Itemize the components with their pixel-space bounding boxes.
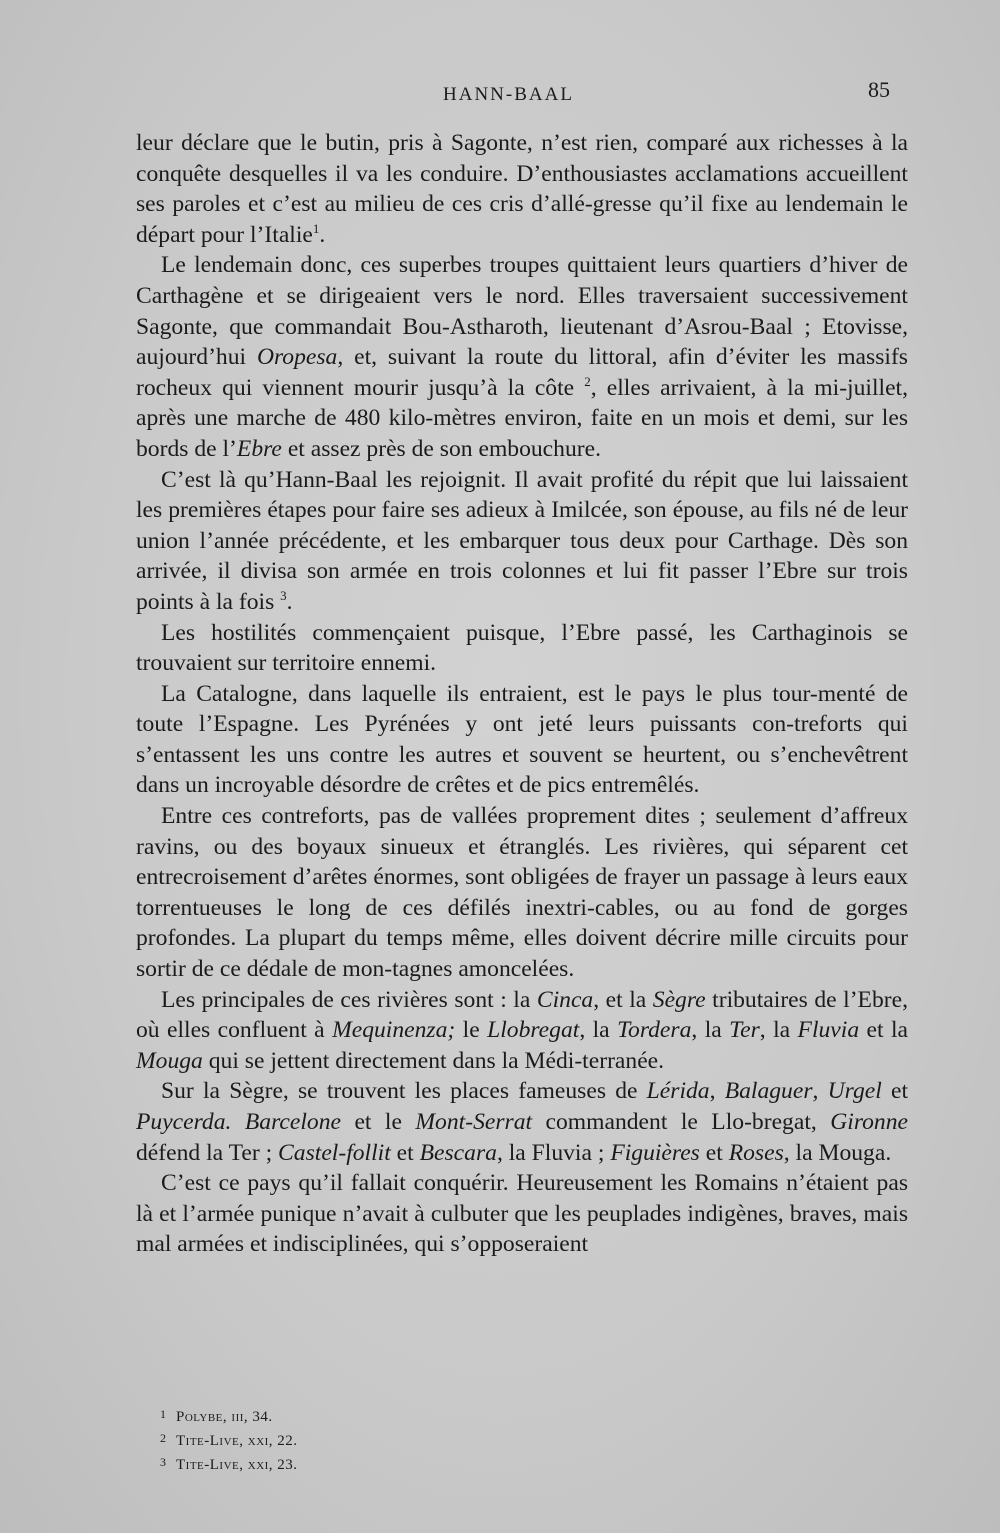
paragraph <box>136 1076 908 1168</box>
paragraph <box>136 985 908 1077</box>
text-run: commandent le Llo-bregat, <box>532 1109 831 1135</box>
text-run: , la <box>579 1017 618 1044</box>
footnote <box>160 1428 560 1452</box>
italic-term: Ebre <box>236 435 282 462</box>
text-run: le <box>455 1017 488 1044</box>
italic-term: Fluvia <box>797 1017 860 1044</box>
italic-term: Llobregat <box>487 1017 580 1044</box>
italic-term: Figuières <box>610 1139 700 1166</box>
footnote-mark: 3 <box>160 1455 166 1469</box>
text-run: et assez près de son embouchure. <box>281 435 601 462</box>
text-run: , la <box>759 1017 798 1044</box>
text-run: C’est ce pays qu’il fallait conquérir. Heureusement les Romains n’étaient pas là et l’armée punique n’avait à culbuter que les peuplades indigènes, braves, mais mal armées et indisciplinées, qui s’opposeraient <box>136 1170 908 1258</box>
text-run: et <box>881 1078 909 1105</box>
italic-term: Puycerda. <box>136 1109 232 1135</box>
text-run: , <box>709 1078 725 1105</box>
footnote <box>160 1452 560 1476</box>
paragraph <box>136 679 908 801</box>
footnote-reference: , xxi, 22. <box>239 1433 298 1449</box>
text-run: , la Mouga. <box>783 1139 892 1166</box>
text-run: Entre ces contreforts, pas de vallées proprement dites ; seulement d’affreux ravins, ou des boyaux sinueux et étranglés. Les rivières, qui séparent cet entrecroisement d’arêtes énormes, sont obligées de frayer un passage à leurs eaux torrentueuses le long de ces défilés inextri-cables, ou au fond de gorges profondes. La plupart du temps même, elles doivent décrire mille circuits pour sortir de ce dédale de mon-tagnes amoncelées. <box>136 803 908 983</box>
italic-term: Balaguer <box>724 1078 813 1105</box>
text-run: , <box>812 1078 828 1105</box>
text-run: , et la <box>593 986 653 1013</box>
page-number: 85 <box>868 77 890 102</box>
paragraph <box>136 465 908 618</box>
running-title: HANN-BAAL <box>443 84 574 105</box>
text-run: . <box>286 588 293 615</box>
text-run: défend la Ter ; <box>136 1139 279 1166</box>
text-run: Les principales de ces rivières sont : la <box>161 986 537 1013</box>
text-run: et le <box>340 1109 416 1135</box>
text-run: Les hostilités commençaient puisque, l’Ebre passé, les Carthaginois se trouvaient sur territoire ennemi. <box>136 619 908 677</box>
italic-term: Mouga <box>136 1047 203 1074</box>
footnote <box>160 1404 560 1428</box>
footnote-mark: 2 <box>160 1431 166 1445</box>
italic-term: Lérida <box>646 1078 710 1105</box>
italic-term: Roses <box>728 1139 784 1166</box>
text-run: et <box>699 1139 729 1166</box>
footnote-ref: 2 <box>584 373 591 389</box>
text-run: , et, suivant la route du littoral, afin d’éviter les massifs rocheux qui viennent mourir jusqu’à la côte <box>136 344 908 401</box>
text-run: , elles arrivaient, à la mi-juillet, après une marche de 480 kilo-mètres environ, faite en un mois et demi, sur les bords de l’ <box>136 374 908 462</box>
italic-term: Urgel <box>827 1078 882 1105</box>
italic-term: Cinca <box>536 986 594 1013</box>
paragraph <box>136 801 908 985</box>
text-run: leur déclare que le butin, pris à Sagonte, n’est rien, comparé aux richesses à la conquête desquelles il va les conduire. D’enthousiastes acclamations accueillent ses paroles et c’est au milieu de ces cris d’allé-gresse qu’il fixe au lendemain le départ pour l’Italie <box>136 130 908 248</box>
footnote-author: Tite-Live <box>176 1457 240 1473</box>
italic-term: Castel-follit <box>278 1139 391 1166</box>
text-run: . <box>319 221 326 248</box>
footnotes <box>160 1404 560 1476</box>
footnote-reference: , xxi, 23. <box>239 1457 298 1473</box>
footnote-mark: 1 <box>160 1407 166 1421</box>
italic-term: Sègre <box>652 986 706 1013</box>
paragraph <box>136 128 908 250</box>
text-run: Sur la Sègre, se trouvent les places fameuses de <box>161 1078 647 1105</box>
body-text <box>136 128 908 1260</box>
running-head <box>0 77 1000 112</box>
italic-term: Oropesa <box>256 344 338 371</box>
paragraph <box>136 618 908 679</box>
italic-term: Barcelone <box>244 1109 341 1135</box>
text-run: et <box>390 1139 420 1166</box>
footnote-author: Polybe <box>176 1409 223 1425</box>
italic-term: Gironne <box>830 1109 908 1135</box>
text-run: tributaires de l’Ebre, où elles confluent à <box>136 986 908 1044</box>
footnote-ref: 3 <box>280 588 287 604</box>
text-run: Le lendemain donc, ces superbes troupes quittaient leurs quartiers d’hiver de Carthagène et se dirigeaient vers le nord. Elles traversaient successivement Sagonte, que commandait Bou-Astharoth, lieutenant d’Asrou-Baal ; Etovisse, aujourd’hui <box>136 252 908 371</box>
text-run: , la <box>691 1017 730 1044</box>
text-run: , la Fluvia ; <box>496 1139 611 1166</box>
italic-term: Mequinenza; <box>332 1017 456 1044</box>
italic-term: Ter <box>729 1017 760 1044</box>
italic-term: Bescara <box>419 1139 497 1166</box>
italic-term: Mont-Serrat <box>415 1109 533 1135</box>
text-run: C’est là qu’Hann-Baal les rejoignit. Il avait profité du répit que lui laissaient les premières étapes pour faire ses adieux à Imilcée, son épouse, au fils né de leur union l’année précédente, et les embarquer tous deux pour Carthage. Dès son arrivée, il divisa son armée en trois colonnes et lui fit passer l’Ebre sur trois points à la fois <box>136 466 908 615</box>
paragraph <box>136 1168 908 1260</box>
text-run <box>231 1109 244 1135</box>
text-run: et la <box>859 1017 909 1044</box>
footnote-author: Tite-Live <box>176 1433 240 1449</box>
text-run: La Catalogne, dans laquelle ils entraient, est le pays le plus tour-menté de toute l’Espagne. Les Pyrénées y ont jeté leurs puissants con-treforts qui s’entassent les uns contre les autres et souvent se heurtent, ou s’enchevêtrent dans un incroyable désordre de crêtes et de pics entremêlés. <box>136 680 908 799</box>
italic-term: Tordera <box>617 1017 692 1044</box>
footnote-ref: 1 <box>312 220 320 236</box>
footnote-reference: , iii, 34. <box>222 1409 273 1425</box>
text-run: qui se jettent directement dans la Médi-terranée. <box>202 1047 665 1074</box>
paragraph <box>136 250 908 464</box>
